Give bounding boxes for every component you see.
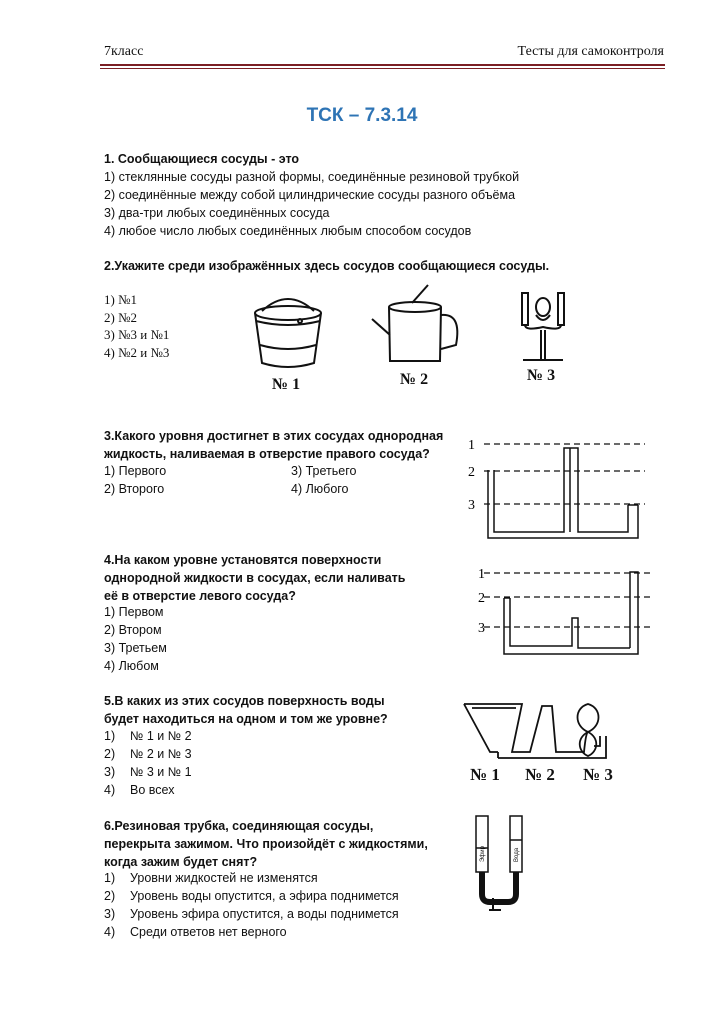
q4-option-1[interactable]: 1) Первом xyxy=(104,605,164,619)
q3-level-2-label: 2 xyxy=(468,465,475,480)
header-rule-thin xyxy=(100,68,665,69)
q6-line-3: когда зажим будет снят? xyxy=(104,855,258,869)
question-6-text xyxy=(104,817,428,871)
q4-line-1: 4.На каком уровне установятся поверхности xyxy=(104,553,382,567)
q4-option-4[interactable]: 4) Любом xyxy=(104,659,159,673)
q2-label-3: № 3 xyxy=(527,367,556,384)
q5-option-3-num: 3) xyxy=(104,765,116,779)
q3-line-2: жидкость, наливаемая в отверстие правого сосуда? xyxy=(104,447,430,461)
q6-option-4[interactable] xyxy=(104,923,399,941)
q5-options xyxy=(104,727,192,799)
q3-vessel-outline xyxy=(488,448,638,538)
q5-option-1[interactable] xyxy=(104,727,192,745)
q5-option-4-num: 4) xyxy=(104,783,116,797)
q6-option-4-text: Среди ответов нет верного xyxy=(130,925,287,939)
q3-option-3[interactable]: 3) Третьего xyxy=(291,464,357,478)
question-1 xyxy=(104,150,519,240)
q2-option-4[interactable]: 4) №2 и №3 xyxy=(104,344,170,360)
q5-line-1: 5.В каких из этих сосудов поверхность воды xyxy=(104,694,385,708)
q4-level-1-label: 1 xyxy=(478,567,485,582)
q2-label-2: № 2 xyxy=(400,371,429,388)
question-3-text xyxy=(104,427,443,463)
q3-line-1: 3.Какого уровня достигнет в этих сосудах однородная xyxy=(104,429,444,443)
watering-can-icon xyxy=(372,285,457,361)
q5-option-1-num: 1) xyxy=(104,729,116,743)
q4-vessels-figure xyxy=(470,562,670,662)
q5-label-1: № 1 xyxy=(470,765,500,784)
q3-options xyxy=(104,462,444,502)
question-4-text xyxy=(104,551,405,605)
q4-level-2-label: 2 xyxy=(478,591,485,606)
q1-option-3[interactable]: 3) два-три любых соединённых сосуда xyxy=(104,206,330,220)
q4-line-3: её в отверстие левого сосуда? xyxy=(104,589,296,603)
q2-options xyxy=(104,291,169,361)
q2-option-1[interactable]: 1) №1 xyxy=(104,292,137,307)
q6-option-1-num: 1) xyxy=(104,871,116,885)
q5-option-4[interactable] xyxy=(104,781,192,799)
q5-label-3: № 3 xyxy=(583,765,613,784)
q4-vessel-outline xyxy=(504,572,638,654)
q6-option-2-num: 2) xyxy=(104,889,116,903)
question-1-text: 1. Сообщающиеся сосуды - это xyxy=(104,152,300,166)
q3-option-2[interactable]: 2) Второго xyxy=(104,482,165,496)
lab-stand-icon xyxy=(522,293,564,360)
q6-option-1[interactable] xyxy=(104,869,399,887)
q6-option-3-num: 3) xyxy=(104,907,116,921)
q6-option-1-text: Уровни жидкостей не изменятся xyxy=(130,871,318,885)
q2-label-1: № 1 xyxy=(272,376,301,393)
page-title: ТСК – 7.3.14 xyxy=(306,105,418,126)
q5-vessel-outline xyxy=(464,704,606,758)
q6-options xyxy=(104,869,399,941)
q5-option-1-text: № 1 и № 2 xyxy=(130,729,192,743)
question-5-text xyxy=(104,692,388,728)
q5-vessels-figure xyxy=(460,696,660,786)
q4-option-2[interactable]: 2) Втором xyxy=(104,623,162,637)
q6-option-3-text: Уровень эфира опустится, а воды поднимется xyxy=(130,907,399,921)
q1-option-1[interactable]: 1) стеклянные сосуды разной формы, соединённые резиновой трубкой xyxy=(104,170,520,184)
bucket-icon xyxy=(255,299,321,367)
header-subject: Тесты для самоконтроля xyxy=(517,44,664,59)
q4-line-2: однородной жидкости в сосудах, если наливать xyxy=(104,571,406,585)
q6-option-2-text: Уровень воды опустится, а эфира поднимется xyxy=(130,889,399,903)
q6-line-1: 6.Резиновая трубка, соединяющая сосуды, xyxy=(104,819,374,833)
q6-line-2: перекрыта зажимом. Что произойдёт с жидкостями, xyxy=(104,837,428,851)
q3-level-3-label: 3 xyxy=(468,498,475,513)
q6-option-2[interactable] xyxy=(104,887,399,905)
q5-option-4-text: Во всех xyxy=(130,783,175,797)
q1-option-4[interactable]: 4) любое число любых соединённых любым способом сосудов xyxy=(104,224,472,238)
q5-option-3-text: № 3 и № 1 xyxy=(130,765,192,779)
q4-level-lines xyxy=(484,573,650,627)
q6-option-4-num: 4) xyxy=(104,925,116,939)
q3-vessels-figure xyxy=(470,430,670,540)
q4-options xyxy=(104,603,167,675)
q4-option-3[interactable]: 3) Третьем xyxy=(104,641,167,655)
header-rule xyxy=(100,64,665,66)
q5-option-2[interactable] xyxy=(104,745,192,763)
q2-option-2[interactable]: 2) №2 xyxy=(104,309,137,325)
q6-option-3[interactable] xyxy=(104,905,399,923)
q5-option-3[interactable] xyxy=(104,763,192,781)
q3-option-1[interactable]: 1) Первого xyxy=(104,464,167,478)
q2-option-3[interactable]: 3) №3 и №1 xyxy=(104,327,170,342)
q3-level-1-label: 1 xyxy=(468,438,475,453)
header-grade: 7класс xyxy=(104,44,144,59)
q5-option-2-text: № 2 и № 3 xyxy=(130,747,192,761)
q5-line-2: будет находиться на одном и том же уровне? xyxy=(104,712,388,726)
q1-option-2[interactable]: 2) соединённые между собой цилиндрические сосуды разного объёма xyxy=(104,188,516,202)
q6-tubes-figure xyxy=(466,812,536,922)
q6-glass-tubes xyxy=(476,816,522,872)
q5-option-2-num: 2) xyxy=(104,747,116,761)
q5-label-2: № 2 xyxy=(525,765,555,784)
tube-label-water: Вода xyxy=(514,847,520,862)
question-2-text: 2.Укажите среди изображённых здесь сосудов сообщающиеся сосуды. xyxy=(104,259,550,273)
q2-vessels-figure xyxy=(240,285,590,395)
q4-level-3-label: 3 xyxy=(478,621,485,636)
q3-option-4[interactable]: 4) Любого xyxy=(291,482,349,496)
tube-label-ether: Эфир xyxy=(480,846,486,862)
rubber-tube xyxy=(482,872,516,902)
